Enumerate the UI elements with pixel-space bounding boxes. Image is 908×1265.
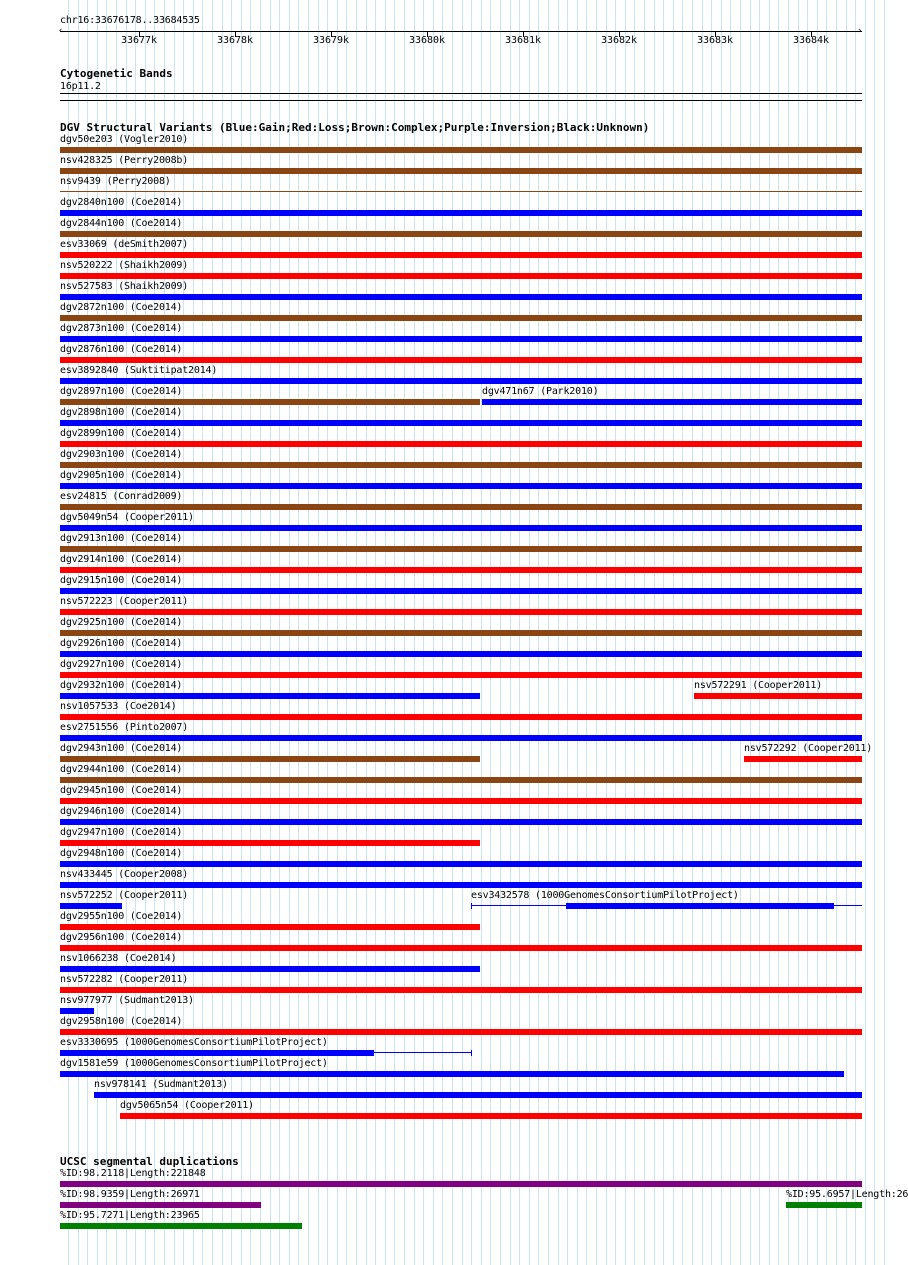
dgv-variant-bar[interactable] <box>60 609 862 615</box>
dgv-variant-label[interactable]: nsv572223 (Cooper2011) <box>60 596 189 607</box>
dgv-variant-label[interactable]: dgv2898n100 (Coe2014) <box>60 407 183 418</box>
dgv-variant-bar[interactable] <box>60 987 862 993</box>
dgv-variant-bar[interactable] <box>60 588 862 594</box>
dgv-variant-label[interactable]: dgv2872n100 (Coe2014) <box>60 302 183 313</box>
dgv-variant-label[interactable]: nsv977977 (Sudmant2013) <box>60 995 194 1006</box>
dgv-variant-label[interactable]: nsv572282 (Cooper2011) <box>60 974 189 985</box>
dgv-variant-label[interactable]: dgv2905n100 (Coe2014) <box>60 470 183 481</box>
dgv-variant-bar[interactable] <box>60 840 480 846</box>
dgv-variant-bar[interactable] <box>60 903 122 909</box>
dgv-variant-label[interactable]: dgv2915n100 (Coe2014) <box>60 575 183 586</box>
dgv-variant-label[interactable]: dgv2873n100 (Coe2014) <box>60 323 183 334</box>
dgv-variant-label[interactable]: dgv2897n100 (Coe2014) <box>60 386 183 397</box>
dgv-variant-label[interactable]: dgv2944n100 (Coe2014) <box>60 764 183 775</box>
dgv-variant-bar[interactable] <box>60 966 480 972</box>
dgv-variant-label[interactable]: nsv9439 (Perry2008) <box>60 176 171 187</box>
dgv-variant-label[interactable]: dgv2955n100 (Coe2014) <box>60 911 183 922</box>
dgv-variant-bar[interactable] <box>60 1050 374 1056</box>
segdup-bar[interactable] <box>60 1202 261 1208</box>
dgv-variant-label[interactable]: nsv572252 (Cooper2011) <box>60 890 189 901</box>
dgv-variant-label[interactable]: esv24815 (Conrad2009) <box>60 491 183 502</box>
dgv-variant-bar[interactable] <box>60 1071 844 1077</box>
ruler-tick-label: 33679k <box>312 35 350 46</box>
dgv-variant-bar[interactable] <box>60 399 480 405</box>
dgv-variant-bar[interactable] <box>60 336 862 342</box>
cytoband-line-bottom <box>60 100 862 101</box>
dgv-variant-label[interactable]: dgv2945n100 (Coe2014) <box>60 785 183 796</box>
dgv-variant-bar[interactable] <box>60 756 480 762</box>
dgv-variant-label[interactable]: nsv428325 (Perry2008b) <box>60 155 189 166</box>
segdup-bar[interactable] <box>786 1202 862 1208</box>
dgv-variant-label[interactable]: esv33069 (deSmith2007) <box>60 239 189 250</box>
dgv-variant-label[interactable]: dgv1581e59 (1000GenomesConsortiumPilotProject) <box>60 1058 328 1069</box>
cytoband-track-title: Cytogenetic Bands <box>60 67 173 80</box>
ruler-tick-label: 33680k <box>408 35 446 46</box>
dgv-variant-bar[interactable] <box>60 777 862 783</box>
dgv-variant-label[interactable]: dgv2876n100 (Coe2014) <box>60 344 183 355</box>
dgv-variant-label[interactable]: dgv471n67 (Park2010) <box>482 386 599 397</box>
segdup-label[interactable]: %ID:95.6957|Length:26 <box>786 1189 908 1200</box>
dgv-variant-end-cap <box>471 903 472 909</box>
dgv-variant-label[interactable]: dgv5049n54 (Cooper2011) <box>60 512 194 523</box>
ruler-tick-label: 33681k <box>504 35 542 46</box>
dgv-variant-label[interactable]: nsv572291 (Cooper2011) <box>694 680 823 691</box>
dgv-variant-bar[interactable] <box>60 462 862 468</box>
dgv-variant-label[interactable]: esv3330695 (1000GenomesConsortiumPilotProject) <box>60 1037 328 1048</box>
segdup-track-title: UCSC segmental duplications <box>60 1155 239 1168</box>
grid-line <box>884 0 885 1265</box>
ruler-tick-label: 33677k <box>120 35 158 46</box>
cytoband-label[interactable]: 16p11.2 <box>60 81 101 92</box>
dgv-variant-bar[interactable] <box>60 882 862 888</box>
dgv-variant-label[interactable]: esv3892840 (Suktitipat2014) <box>60 365 218 376</box>
segdup-bar[interactable] <box>60 1223 302 1229</box>
ruler-tick-label: 33678k <box>216 35 254 46</box>
dgv-variant-label[interactable]: esv3432578 (1000GenomesConsortiumPilotProject) <box>471 890 739 901</box>
dgv-variant-bar[interactable] <box>60 693 480 699</box>
dgv-variant-label[interactable]: dgv2956n100 (Coe2014) <box>60 932 183 943</box>
grid-line <box>865 0 866 1265</box>
segdup-label[interactable]: %ID:98.9359|Length:26971 <box>60 1189 200 1200</box>
dgv-variant-bar[interactable] <box>482 399 862 405</box>
dgv-variant-bar[interactable] <box>60 252 862 258</box>
dgv-variant-bar[interactable] <box>60 378 862 384</box>
dgv-variant-label[interactable]: esv2751556 (Pinto2007) <box>60 722 189 733</box>
ruler-tick-label: 33682k <box>600 35 638 46</box>
dgv-variant-bar[interactable] <box>60 357 862 363</box>
segdup-label[interactable]: %ID:95.7271|Length:23965 <box>60 1210 200 1221</box>
dgv-variant-label[interactable]: nsv1066238 (Coe2014) <box>60 953 177 964</box>
dgv-variant-label[interactable]: dgv2932n100 (Coe2014) <box>60 680 183 691</box>
dgv-variant-label[interactable]: dgv50e203 (Vogler2010) <box>60 134 189 145</box>
dgv-variant-bar[interactable] <box>60 567 862 573</box>
dgv-variant-bar[interactable] <box>60 147 862 153</box>
dgv-variant-bar[interactable] <box>60 191 862 192</box>
dgv-variant-bar[interactable] <box>60 798 862 804</box>
dgv-variant-end-cap <box>471 1050 472 1056</box>
dgv-variant-bar[interactable] <box>60 504 862 510</box>
dgv-variant-label[interactable]: dgv2840n100 (Coe2014) <box>60 197 183 208</box>
cytoband-line-top <box>60 93 862 94</box>
dgv-variant-bar[interactable] <box>60 294 862 300</box>
dgv-variant-label[interactable]: dgv2958n100 (Coe2014) <box>60 1016 183 1027</box>
dgv-variant-label[interactable]: dgv2926n100 (Coe2014) <box>60 638 183 649</box>
ruler-right-arrow-icon[interactable]: › <box>857 26 863 36</box>
dgv-variant-bar[interactable] <box>94 1092 862 1098</box>
dgv-variant-label[interactable]: dgv2913n100 (Coe2014) <box>60 533 183 544</box>
ruler-tick-label: 33684k <box>792 35 830 46</box>
dgv-variant-label[interactable]: nsv572292 (Cooper2011) <box>744 743 873 754</box>
dgv-variant-label[interactable]: dgv2946n100 (Coe2014) <box>60 806 183 817</box>
segdup-bar[interactable] <box>60 1181 862 1187</box>
dgv-variant-bar[interactable] <box>60 546 862 552</box>
dgv-variant-bar[interactable] <box>694 693 862 699</box>
dgv-variant-label[interactable]: nsv978141 (Sudmant2013) <box>94 1079 228 1090</box>
dgv-variant-bar[interactable] <box>60 231 862 237</box>
dgv-variant-bar[interactable] <box>60 630 862 636</box>
dgv-variant-label[interactable]: dgv2899n100 (Coe2014) <box>60 428 183 439</box>
grid-line <box>874 0 875 1265</box>
dgv-variant-label[interactable]: dgv2903n100 (Coe2014) <box>60 449 183 460</box>
dgv-variant-label[interactable]: dgv2844n100 (Coe2014) <box>60 218 183 229</box>
segdup-label[interactable]: %ID:98.2118|Length:221848 <box>60 1168 206 1179</box>
ruler-left-arrow-icon[interactable]: ‹ <box>58 26 64 36</box>
dgv-variant-label[interactable]: dgv2914n100 (Coe2014) <box>60 554 183 565</box>
dgv-variant-bar[interactable] <box>60 945 862 951</box>
dgv-variant-bar[interactable] <box>60 210 862 216</box>
ruler-axis-line <box>60 31 862 32</box>
dgv-variant-label[interactable]: dgv2947n100 (Coe2014) <box>60 827 183 838</box>
dgv-variant-bar[interactable] <box>60 273 862 279</box>
dgv-variant-bar[interactable] <box>60 1008 94 1014</box>
dgv-variant-label[interactable]: dgv2925n100 (Coe2014) <box>60 617 183 628</box>
ruler-tick-label: 33683k <box>696 35 734 46</box>
dgv-variant-label[interactable]: nsv527583 (Shaikh2009) <box>60 281 189 292</box>
ruler-range-label: chr16:33676178..33684535 <box>60 15 200 26</box>
dgv-variant-bar[interactable] <box>60 735 862 741</box>
dgv-variant-label[interactable]: nsv1057533 (Coe2014) <box>60 701 177 712</box>
dgv-variant-bar[interactable] <box>744 756 862 762</box>
dgv-variant-bar[interactable] <box>60 714 862 720</box>
dgv-variant-bar[interactable] <box>60 651 862 657</box>
dgv-variant-bar[interactable] <box>60 483 862 489</box>
dgv-variant-bar[interactable] <box>60 441 862 447</box>
dgv-variant-label[interactable]: nsv520222 (Shaikh2009) <box>60 260 189 271</box>
dgv-variant-bar[interactable] <box>60 1029 862 1035</box>
dgv-variant-bar[interactable] <box>60 672 862 678</box>
dgv-variant-bar[interactable] <box>60 168 862 174</box>
dgv-variant-bar[interactable] <box>60 525 862 531</box>
dgv-variant-label[interactable]: dgv2927n100 (Coe2014) <box>60 659 183 670</box>
dgv-variant-label[interactable]: dgv2948n100 (Coe2014) <box>60 848 183 859</box>
dgv-track-title: DGV Structural Variants (Blue:Gain;Red:Loss;Brown:Complex;Purple:Inversion;Black:Unknown) <box>60 121 650 134</box>
dgv-variant-bar[interactable] <box>60 861 862 867</box>
dgv-variant-label[interactable]: dgv5065n54 (Cooper2011) <box>120 1100 254 1111</box>
dgv-variant-bar[interactable] <box>60 924 480 930</box>
dgv-variant-label[interactable]: dgv2943n100 (Coe2014) <box>60 743 183 754</box>
dgv-variant-bar[interactable] <box>566 903 834 909</box>
dgv-variant-bar[interactable] <box>60 315 862 321</box>
dgv-variant-bar[interactable] <box>60 819 862 825</box>
dgv-variant-bar[interactable] <box>60 420 862 426</box>
dgv-variant-label[interactable]: nsv433445 (Cooper2008) <box>60 869 189 880</box>
dgv-variant-bar[interactable] <box>120 1113 862 1119</box>
